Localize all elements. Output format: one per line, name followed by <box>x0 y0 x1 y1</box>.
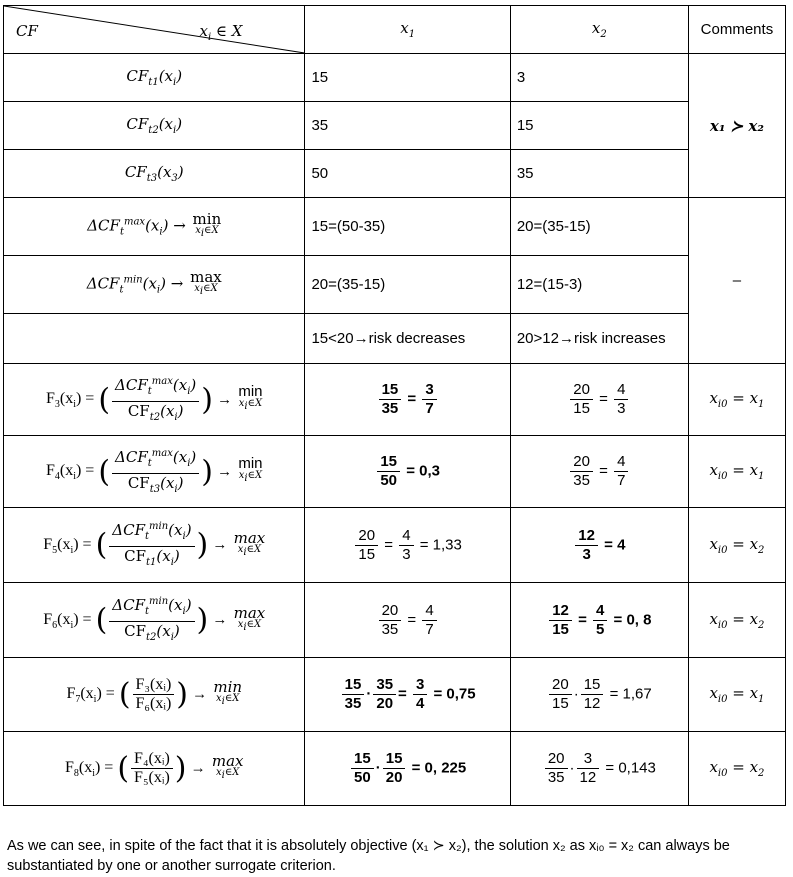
comparison-table <box>3 5 786 806</box>
cf-t1-label: $CF_{t1}(x_i)$ <box>4 54 305 102</box>
delta-min-x2: 12=(15-3) <box>510 256 688 314</box>
cf-t1-x1: 15 <box>305 54 510 102</box>
header-cf-cell <box>4 6 305 54</box>
cf-t2-x1: 35 <box>305 102 510 150</box>
header-comments: Comments <box>688 6 785 54</box>
risk-x1: 15<20→risk decreases <box>305 314 510 364</box>
delta-max-label: $\Delta CF_t^{max}(x_i)$ → min $x_i\in X$ <box>4 198 305 256</box>
f7-x2: $\frac{20}{15}$ · $\frac{15}{12}$ = 1,67 <box>510 658 688 732</box>
f5-x1: $\frac{20}{15}$ = $\frac{4}{3}$ = 1,33 <box>305 508 510 583</box>
cf-row-1 <box>4 54 786 102</box>
f5-x2: $\frac{12}{3}$ = 4 <box>510 508 688 583</box>
cf-t2-x2: 15 <box>510 102 688 150</box>
header-x1: $x_1$ <box>305 6 510 54</box>
f3-comment: $x_{i0} = x_1$ <box>688 364 785 436</box>
cf-t3-x1: 50 <box>305 150 510 198</box>
risk-x2: 20>12→risk increases <box>510 314 688 364</box>
f8-x1: $\frac{15}{50}$ · $\frac{15}{20}$ = 0, 225 <box>305 732 510 806</box>
f6-label: $F_6(x_i)$ = ( $\frac{\Delta CF_t^{min}(x_i)}{CF_{t2}(x_i)}$ ) → max $x_i\in X$ <box>4 583 305 658</box>
delta-min-label: $\Delta CF_t^{min}(x_i)$ → max $x_i\in X$ <box>4 256 305 314</box>
delta-max-x1: 15=(50-35) <box>305 198 510 256</box>
risk-row <box>4 314 786 364</box>
cf-t2-label: $CF_{t2}(x_i)$ <box>4 102 305 150</box>
cf-row-2 <box>4 102 786 150</box>
f3-row <box>4 364 786 436</box>
f6-x2: $\frac{12}{15}$ = $\frac{4}{5}$ = 0, 8 <box>510 583 688 658</box>
delta-comment: – <box>688 198 785 364</box>
header-x2: $x_2$ <box>510 6 688 54</box>
f3-x2: $\frac{20}{15}$ = $\frac{4}{3}$ <box>510 364 688 436</box>
cf-comment: x₁ ≻ x₂ <box>688 54 785 198</box>
f8-x2: $\frac{20}{35}$ · $\frac{3}{12}$ = 0,143 <box>510 732 688 806</box>
f6-comment: $x_{i0} = x_2$ <box>688 583 785 658</box>
f4-x2: $\frac{20}{35}$ = $\frac{4}{7}$ <box>510 436 688 508</box>
header-cf-label: CF <box>16 22 38 40</box>
f7-comment: $x_{i0} = x_1$ <box>688 658 785 732</box>
delta-min-x1: 20=(35-15) <box>305 256 510 314</box>
f6-row <box>4 583 786 658</box>
delta-max-x2: 20=(35-15) <box>510 198 688 256</box>
header-domain-label: $x_i$ ∈ X <box>199 22 243 43</box>
f7-row <box>4 658 786 732</box>
f5-comment: $x_{i0} = x_2$ <box>688 508 785 583</box>
cf-row-3 <box>4 150 786 198</box>
f8-comment: $x_{i0} = x_2$ <box>688 732 785 806</box>
conclusion-note: As we can see, in spite of the fact that it is absolutely objective (x₁ ≻ x₂), the solution x₂ as xᵢ₀ = x₂ can always be substantiated by one or another surrogate criterion. <box>7 838 730 874</box>
f3-x1: $\frac{15}{35}$ = $\frac{3}{7}$ <box>305 364 510 436</box>
f4-x1: $\frac{15}{50}$ = 0,3 <box>305 436 510 508</box>
f5-label: $F_5(x_i)$ = ( $\frac{\Delta CF_t^{min}(x_i)}{CF_{t1}(x_i)}$ ) → max $x_i\in X$ <box>4 508 305 583</box>
f4-label: $F_4(x_i)$ = ( $\frac{\Delta CF_t^{max}(x_i)}{CF_{t3}(x_i)}$ ) → min $x_i\in X$ <box>4 436 305 508</box>
f6-x1: $\frac{20}{35}$ = $\frac{4}{7}$ <box>305 583 510 658</box>
header-row <box>4 6 786 54</box>
delta-max-row <box>4 198 786 256</box>
f8-label: $F_8(x_i)$ = ( $\frac{\text{F₄(xᵢ)}}{\text{F₅(xᵢ)}}$ ) → max $x_i\in X$ <box>4 732 305 806</box>
delta-min-row <box>4 256 786 314</box>
f4-comment: $x_{i0} = x_1$ <box>688 436 785 508</box>
risk-empty <box>4 314 305 364</box>
cf-t3-x2: 35 <box>510 150 688 198</box>
cf-t1-x2: 3 <box>510 54 688 102</box>
f7-x1: $\frac{15}{35}$ · $\frac{35}{20}$ = $\frac{3}{4}$ = 0,75 <box>305 658 510 732</box>
f8-row <box>4 732 786 806</box>
f3-label: $F_3(x_i)$ = ( $\frac{\Delta CF_t^{max}(x_i)}{CF_{t2}(x_i)}$ ) → min $x_i\in X$ <box>4 364 305 436</box>
f7-label: $F_7(x_i)$ = ( $\frac{\text{F₃(xᵢ)}}{\text{F₆(xᵢ)}}$ ) → min $x_i\in X$ <box>4 658 305 732</box>
f4-row <box>4 436 786 508</box>
cf-t3-label: $CF_{t3}(x_3)$ <box>4 150 305 198</box>
diagonal-line <box>4 6 304 53</box>
f5-row <box>4 508 786 583</box>
